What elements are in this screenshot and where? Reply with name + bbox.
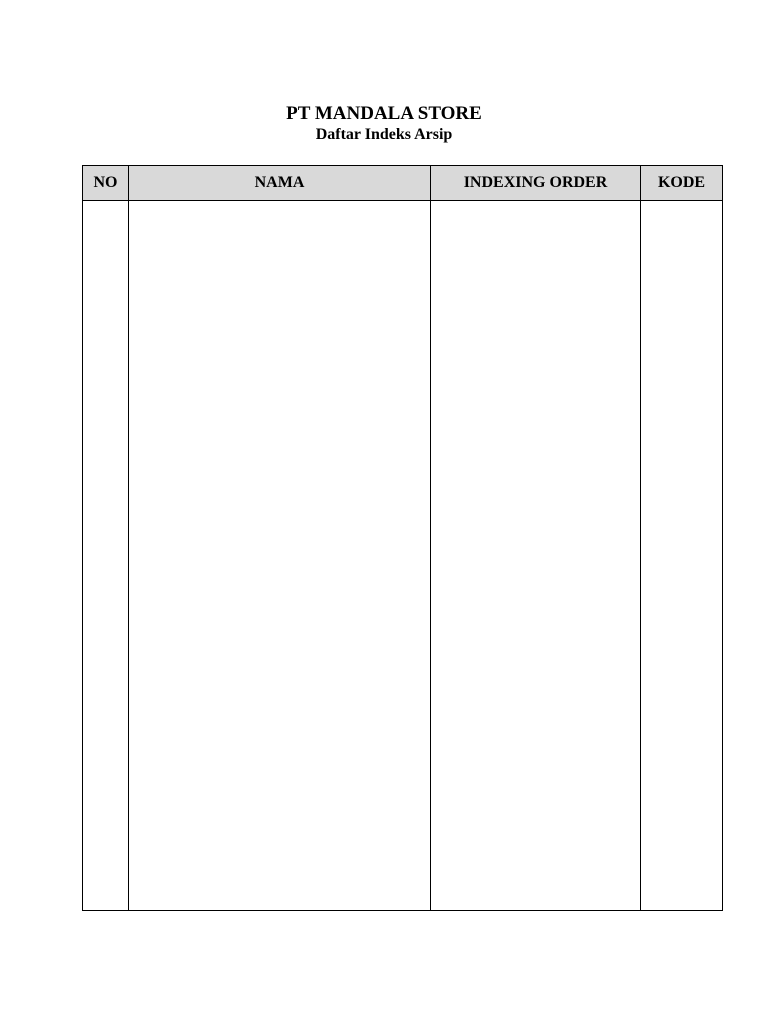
archive-index-table [82,165,723,911]
cell-no [83,201,129,911]
header-indexing-order: INDEXING ORDER [431,166,641,201]
cell-kode [641,201,723,911]
cell-indexing-order [431,201,641,911]
cell-nama [129,201,431,911]
header-kode: KODE [641,166,723,201]
header-nama: NAMA [129,166,431,201]
table-header-row [83,166,723,201]
header-no: NO [83,166,129,201]
document-title: PT MANDALA STORE [286,103,482,124]
table-row [83,201,723,911]
table-body [83,201,723,911]
document-subtitle: Daftar Indeks Arsip [315,126,453,143]
table-header [83,166,723,201]
